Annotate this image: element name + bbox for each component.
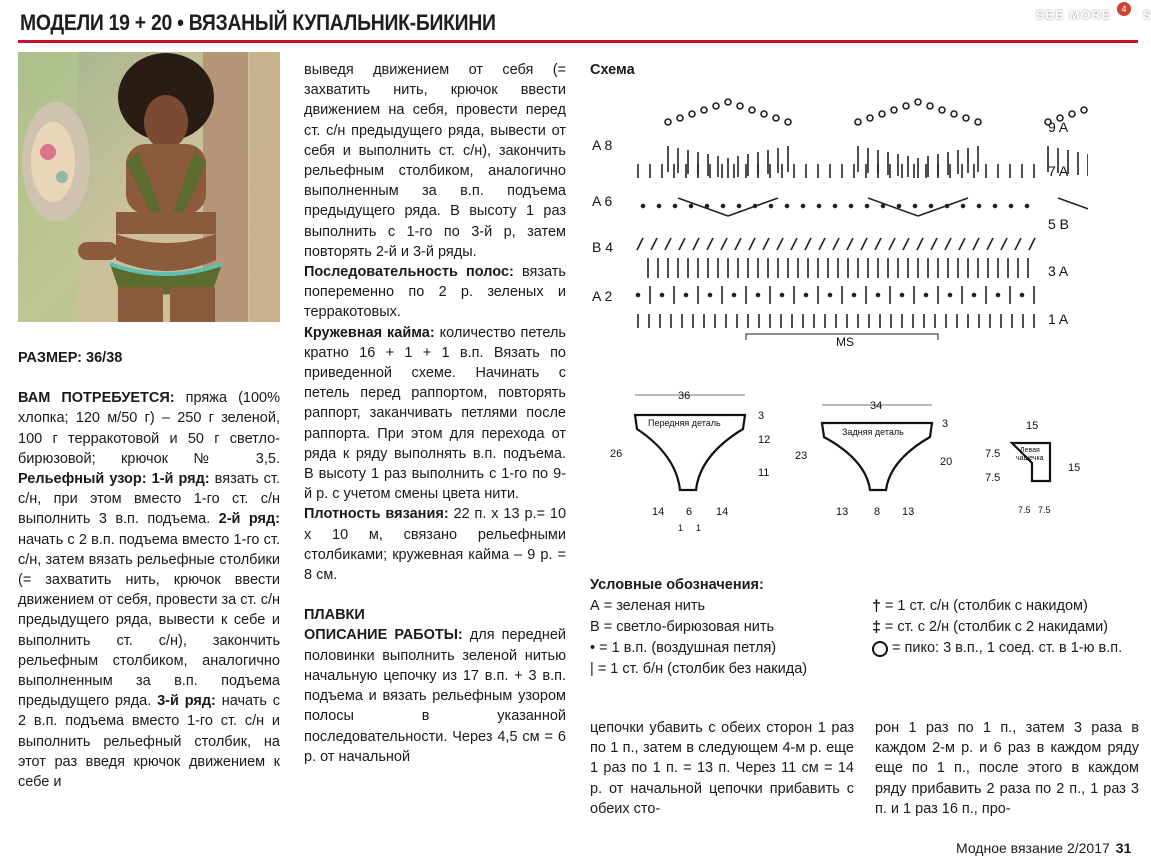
chart-stitch bbox=[847, 238, 853, 250]
chart-picot bbox=[855, 119, 861, 125]
chart-chain bbox=[818, 205, 821, 208]
legend-yarn-a: А = зеленая нить bbox=[590, 598, 706, 614]
sequence-heading: Последовательность полос: bbox=[304, 264, 514, 281]
chart-chain bbox=[733, 294, 736, 297]
chart-chain bbox=[685, 294, 688, 297]
back-top-dim: 34 bbox=[870, 400, 883, 412]
chart-chain bbox=[997, 294, 1000, 297]
chart-stitch bbox=[678, 198, 728, 216]
chart-picot bbox=[713, 103, 719, 109]
chart-stitch bbox=[1029, 238, 1035, 250]
materials-text: пряжа (100% хлопка; 120 м/50 г) – 250 г зеленой, 100 г терракотовой и 50 г светло-бирюзовой; крючок № 3,5. bbox=[18, 390, 280, 467]
chain-icon: • bbox=[590, 640, 596, 656]
pattern-pieces bbox=[600, 385, 1100, 535]
density-text: 22 п. х 13 р.= 10 х 10 м, связано рельефными столбиками; кружевная кайма – 9 р. = 8 см. bbox=[304, 506, 567, 584]
legend bbox=[590, 575, 807, 680]
chart-picot bbox=[951, 111, 957, 117]
chart-stitch bbox=[959, 238, 965, 250]
chart-chain bbox=[901, 294, 904, 297]
chart-chain bbox=[757, 294, 760, 297]
chart-picot bbox=[785, 119, 791, 125]
chart-chain bbox=[834, 205, 837, 208]
back-piece bbox=[795, 400, 952, 518]
row-label-1a: 1 A bbox=[1048, 311, 1069, 327]
column-4 bbox=[875, 718, 1139, 819]
cup-label-1: Левая bbox=[1020, 447, 1040, 454]
row-label-a2: A 2 bbox=[592, 288, 613, 304]
row-label-7a: 7 A bbox=[1048, 163, 1069, 179]
front-piece bbox=[610, 390, 770, 533]
row2-heading: 2-й ряд: bbox=[218, 511, 280, 528]
briefs-heading: ПЛАВКИ bbox=[304, 607, 365, 624]
chart-stitch bbox=[868, 198, 918, 216]
legend-double-crochet: = 1 ст. с/н (столбик с накидом) bbox=[884, 598, 1088, 614]
cup-left-2: 7.5 bbox=[985, 472, 1001, 484]
chart-stitch bbox=[903, 238, 909, 250]
back-bottom-3: 13 bbox=[902, 506, 915, 518]
chart-chain bbox=[738, 205, 741, 208]
chart-chain bbox=[1026, 205, 1029, 208]
chart-chain bbox=[706, 205, 709, 208]
title-rule bbox=[18, 40, 1138, 43]
front-bottom-2: 6 bbox=[686, 506, 693, 518]
picot-icon bbox=[872, 641, 888, 657]
chart-stitch bbox=[833, 238, 839, 250]
work-text: для передней половинки выполнить зеленой нитью начальную цепочку из 17 в.п. + 3 в.п. подъема и вязать рельефным узором полосы в указанной последовательности. Через 4,5 см = 6 р. от начальной bbox=[304, 627, 566, 765]
cup-left-1: 7.5 bbox=[985, 448, 1001, 460]
chart-chain bbox=[962, 205, 965, 208]
chart-stitch bbox=[819, 238, 825, 250]
chart-picot bbox=[737, 103, 743, 109]
chart-chain bbox=[925, 294, 928, 297]
see-more-button[interactable]: SEE MORE bbox=[1036, 8, 1112, 22]
chart-picot bbox=[701, 107, 707, 113]
chart-picot bbox=[725, 99, 731, 105]
chart-picot bbox=[891, 107, 897, 113]
chart-stitch bbox=[637, 238, 643, 250]
chart-stitch bbox=[763, 238, 769, 250]
front-left-dim: 26 bbox=[610, 448, 623, 460]
chart-picot bbox=[915, 99, 921, 105]
column3-text: цепочки убавить с обеих сторон 1 раз по 1 п., затем в следующем 4-м р. еще 1 раз по 1 п. = 13 п. Через 11 см = 14 р. от начальной цепочки прибавить с обеих сто- bbox=[590, 720, 854, 817]
chart-stitch bbox=[679, 238, 685, 250]
chart-stitch bbox=[791, 238, 797, 250]
cup-piece bbox=[985, 420, 1080, 515]
row3-text: начать с 2 в.п. подъема вместо 1-го ст. с/н и выполнить рельефный столбик, на этот раз введя крючок движением к себе и bbox=[18, 693, 281, 791]
front-right-mid: 12 bbox=[758, 434, 771, 446]
chart-picot bbox=[749, 107, 755, 113]
row-label-5b: 5 B bbox=[1048, 216, 1070, 232]
column-2 bbox=[304, 60, 566, 767]
column-1 bbox=[18, 348, 280, 792]
chart-stitch bbox=[1015, 238, 1021, 250]
chart-chain bbox=[978, 205, 981, 208]
chart-chain bbox=[898, 205, 901, 208]
row-label-a8: A 8 bbox=[592, 137, 613, 153]
back-left-dim: 23 bbox=[795, 450, 808, 462]
chart-stitch bbox=[805, 238, 811, 250]
chart-chain bbox=[709, 294, 712, 297]
chart-chain bbox=[805, 294, 808, 297]
chart-stitch bbox=[889, 238, 895, 250]
back-bottom-1: 13 bbox=[836, 506, 849, 518]
chart-stitch bbox=[1058, 198, 1088, 216]
chart-chain bbox=[661, 294, 664, 297]
legend-picot: = пико: 3 в.п., 1 соед. ст. в 1-ю в.п. bbox=[892, 640, 1123, 656]
chart-chain bbox=[637, 294, 640, 297]
chart-picot bbox=[773, 115, 779, 121]
chart-chain bbox=[690, 205, 693, 208]
magazine-name: Модное вязание 2/2017 bbox=[956, 840, 1110, 856]
back-right-top: 3 bbox=[942, 418, 949, 430]
chart-stitch bbox=[777, 238, 783, 250]
chart-chain bbox=[1021, 294, 1024, 297]
relief-heading: Рельефный узор: 1-й ряд: bbox=[18, 471, 210, 488]
chart-chain bbox=[946, 205, 949, 208]
chart-stitch bbox=[945, 238, 951, 250]
chart-stitch bbox=[651, 238, 657, 250]
column4-text: рон 1 раз по 1 п., затем 3 раза в каждом 2-м р. и 6 раз в каждом ряду еще по 1 п., после этого в каждом ряду прибавить 2 раза по 2 п., 1 раз 3 п. и 1 раз 16 п., про- bbox=[875, 720, 1139, 817]
chart-chain bbox=[786, 205, 789, 208]
chart-picot bbox=[927, 103, 933, 109]
chart-chain bbox=[914, 205, 917, 208]
chart-chain bbox=[853, 294, 856, 297]
chart-chain bbox=[722, 205, 725, 208]
chart-stitch bbox=[931, 238, 937, 250]
photo-illustration bbox=[18, 52, 280, 322]
size-value: 36/38 bbox=[82, 350, 123, 366]
chart-picot bbox=[879, 111, 885, 117]
chart-chain bbox=[882, 205, 885, 208]
row-label-9a: 9 A bbox=[1048, 119, 1069, 135]
chart-chain bbox=[674, 205, 677, 208]
chart-stitch bbox=[1001, 238, 1007, 250]
notification-badge: 4 bbox=[1117, 2, 1131, 16]
chart-chain bbox=[781, 294, 784, 297]
cup-label-2: чашечка bbox=[1016, 455, 1044, 462]
cup-right-dim: 15 bbox=[1068, 462, 1081, 474]
next-label: S bbox=[1143, 8, 1151, 22]
cup-bottom-1: 7.5 bbox=[1018, 505, 1031, 515]
front-right-top: 3 bbox=[758, 410, 765, 422]
chart-chain bbox=[850, 205, 853, 208]
sequence-text: вязать попеременно по 2 р. зеленых и терракотовых. bbox=[304, 264, 566, 321]
double-crochet-icon: † bbox=[872, 598, 881, 615]
chart-picot bbox=[665, 119, 671, 125]
chart-chain bbox=[642, 205, 645, 208]
front-bottom-1: 14 bbox=[652, 506, 665, 518]
ms-label: MS bbox=[836, 335, 854, 349]
scheme-label: Схема bbox=[590, 62, 635, 78]
chart-picot bbox=[903, 103, 909, 109]
chart-stitch bbox=[665, 238, 671, 250]
density-heading: Плотность вязания: bbox=[304, 506, 449, 523]
front-top-dim: 36 bbox=[678, 390, 691, 402]
chart-stitch bbox=[735, 238, 741, 250]
chart-picot bbox=[867, 115, 873, 121]
chart-picot bbox=[963, 115, 969, 121]
lace-heading: Кружевная кайма: bbox=[304, 324, 435, 341]
legend-treble-crochet: = ст. с 2/н (столбик с 2 накидами) bbox=[884, 619, 1108, 635]
front-bottom-3: 14 bbox=[716, 506, 729, 518]
column-3 bbox=[590, 718, 854, 819]
size-heading: РАЗМЕР: bbox=[18, 350, 83, 366]
back-right-dim: 20 bbox=[940, 456, 953, 468]
legend-yarn-b: В = светло-бирюзовая нить bbox=[590, 619, 775, 635]
chart-chain bbox=[770, 205, 773, 208]
back-bottom-2: 8 bbox=[874, 506, 881, 518]
row-label-b4: B 4 bbox=[592, 239, 614, 255]
row3-heading: 3-й ряд: bbox=[157, 693, 216, 710]
chart-stitch bbox=[707, 238, 713, 250]
back-piece-label: Задняя деталь bbox=[842, 427, 904, 437]
chart-picot bbox=[677, 115, 683, 121]
front-bottom-4: 1 bbox=[678, 523, 684, 533]
legend-symbols bbox=[872, 596, 1122, 659]
chart-chain bbox=[1010, 205, 1013, 208]
chart-stitch bbox=[693, 238, 699, 250]
row-label-a6: A 6 bbox=[592, 193, 613, 209]
lace-text: количество петель кратно 16 + 1 + 1 в.п. Вязать по приведенной схеме. Начинать с петель перед раппортом, повторять раппорт, заканчивать петлями после раппорта. При этом для перехода от ряда к ряду выполнять в.п. подъема. В высоту 1 раз выполнить с 1-го по 9-й р. с учетом смены цвета нити. bbox=[304, 324, 566, 503]
single-crochet-icon: | bbox=[590, 661, 594, 677]
front-bottom-5: 1 bbox=[696, 523, 702, 533]
page-number: 31 bbox=[1115, 840, 1132, 856]
chart-chain bbox=[930, 205, 933, 208]
chart-stitch bbox=[875, 238, 881, 250]
treble-crochet-icon: ‡ bbox=[872, 619, 881, 636]
chart-chain bbox=[829, 294, 832, 297]
chart-picot bbox=[689, 111, 695, 117]
chart-chain bbox=[866, 205, 869, 208]
crochet-chart bbox=[588, 78, 1088, 358]
chart-stitch bbox=[973, 238, 979, 250]
chart-picot bbox=[975, 119, 981, 125]
chart-chain bbox=[658, 205, 661, 208]
work-heading: ОПИСАНИЕ РАБОТЫ: bbox=[304, 627, 463, 644]
legend-single-crochet: = 1 ст. б/н (столбик без накида) bbox=[597, 661, 808, 677]
chart-chain bbox=[754, 205, 757, 208]
chart-stitch bbox=[861, 238, 867, 250]
legend-chain: = 1 в.п. (воздушная петля) bbox=[599, 640, 777, 656]
chart-stitch bbox=[749, 238, 755, 250]
front-right-low: 11 bbox=[758, 467, 770, 479]
row-label-3a: 3 A bbox=[1048, 263, 1069, 279]
chart-picot bbox=[939, 107, 945, 113]
chart-stitch bbox=[721, 238, 727, 250]
chart-chain bbox=[877, 294, 880, 297]
chart-chain bbox=[802, 205, 805, 208]
chart-stitch bbox=[918, 198, 968, 216]
cup-top-dim: 15 bbox=[1026, 420, 1039, 432]
chart-stitch bbox=[987, 238, 993, 250]
materials-heading: ВАМ ПОТРЕБУЕТСЯ: bbox=[18, 390, 175, 407]
chart-chain bbox=[994, 205, 997, 208]
front-piece-label: Передняя деталь bbox=[648, 418, 721, 428]
chart-picot bbox=[1069, 111, 1075, 117]
chart-stitch bbox=[917, 238, 923, 250]
chart-chain bbox=[973, 294, 976, 297]
column2-paragraph: выведя движением от себя (= захватить нить, крючок ввести движением на себя, провести перед ст. с/н предыдущего ряда, вывести от себя и выполнить ст. с/н), закончить рельефным столбиком, аналогично выполненным за в.п. подъема предыдущего ряда. В высоту 1 раз выполнить с 1-го по 3-й р, затем повторять 2-й и 3-й ряды. bbox=[304, 62, 566, 260]
cup-bottom-2: 7.5 bbox=[1038, 505, 1051, 515]
row2-text: начать с 2 в.п. подъема вместо 1-го ст. с/н, затем вязать рельефные столбики (= захватить нить, крючок ввести движением от себя, провести за ст. с/н предыдущего ряда, вывести к себе и выполнить ст. с/н), закончить рельефным столбиком, аналогично выполненным за в.п. подъема предыдущего ряда. bbox=[18, 531, 280, 710]
bikini-photo bbox=[18, 52, 280, 322]
page-title: МОДЕЛИ 19 + 20 • ВЯЗАНЫЙ КУПАЛЬНИК-БИКИНИ bbox=[20, 10, 496, 35]
chart-picot bbox=[1081, 107, 1087, 113]
chart-chain bbox=[949, 294, 952, 297]
relief-text: вязать ст. с/н, при этом вместо 1-го ст. с/н выполнить 3 в.п. подъема. bbox=[18, 471, 280, 528]
legend-heading: Условные обозначения: bbox=[590, 577, 764, 593]
chart-picot bbox=[761, 111, 767, 117]
footer bbox=[956, 840, 1131, 856]
